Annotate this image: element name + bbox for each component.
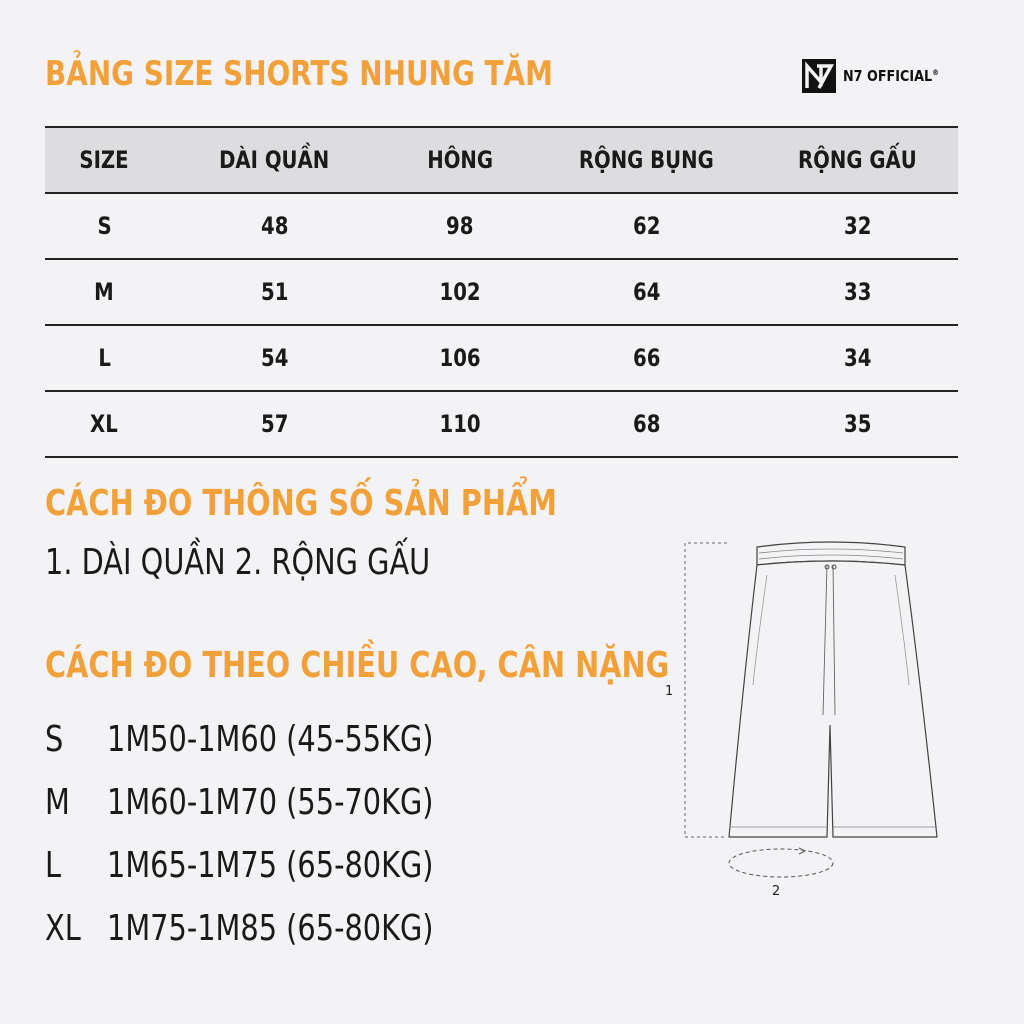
cell-waist: 68: [535, 391, 757, 457]
header-waist: RỘNG BỤNG: [535, 127, 757, 193]
cell-waist: 62: [535, 193, 757, 259]
header-size: SIZE: [45, 127, 163, 193]
cell-length: 57: [163, 391, 385, 457]
label-hem: 2: [772, 884, 781, 899]
cell-length: 48: [163, 193, 385, 259]
fit-size: XL: [45, 908, 81, 949]
size-table: [45, 126, 958, 458]
shorts-outline-illustration: [655, 535, 955, 905]
measure-items: 1. DÀI QUẦN 2. RỘNG GẤU: [45, 542, 431, 583]
cell-length: 51: [163, 259, 385, 325]
fit-size: S: [45, 719, 64, 760]
measure-heading: CÁCH ĐO THÔNG SỐ SẢN PHẨM: [45, 483, 557, 524]
cell-hem: 35: [758, 391, 959, 457]
table-header-row: [45, 127, 958, 193]
cell-length: 54: [163, 325, 385, 391]
fit-desc: 1M60-1M70 (55-70KG): [107, 782, 434, 823]
cell-size: S: [45, 193, 163, 259]
fit-size: L: [45, 845, 62, 886]
fit-desc: 1M75-1M85 (65-80KG): [107, 908, 434, 949]
cell-hip: 106: [385, 325, 535, 391]
cell-hip: 98: [385, 193, 535, 259]
table-row: [45, 259, 958, 325]
table-row: [45, 325, 958, 391]
cell-waist: 64: [535, 259, 757, 325]
cell-hem: 33: [758, 259, 959, 325]
fit-desc: 1M65-1M75 (65-80KG): [107, 845, 434, 886]
fit-desc: 1M50-1M60 (45-55KG): [107, 719, 434, 760]
page-title: BẢNG SIZE SHORTS NHUNG TĂM: [45, 54, 553, 94]
fit-heading: CÁCH ĐO THEO CHIỀU CAO, CÂN NẶNG: [45, 645, 670, 686]
label-length: 1: [665, 684, 674, 699]
cell-size: M: [45, 259, 163, 325]
cell-waist: 66: [535, 325, 757, 391]
cell-hip: 110: [385, 391, 535, 457]
fit-size: M: [45, 782, 70, 823]
cell-hem: 34: [758, 325, 959, 391]
header-length: DÀI QUẦN: [163, 127, 385, 193]
registered-mark: ®: [932, 68, 939, 77]
cell-size: L: [45, 325, 163, 391]
cell-size: XL: [45, 391, 163, 457]
table-row: [45, 193, 958, 259]
header-hip: HÔNG: [385, 127, 535, 193]
n7-logo-icon: [801, 58, 837, 94]
cell-hip: 102: [385, 259, 535, 325]
brand-logo: [801, 56, 961, 96]
header-hem: RỘNG GẤU: [758, 127, 959, 193]
cell-hem: 32: [758, 193, 959, 259]
brand-name: N7 OFFICIAL: [843, 67, 933, 85]
table-row: [45, 391, 958, 457]
